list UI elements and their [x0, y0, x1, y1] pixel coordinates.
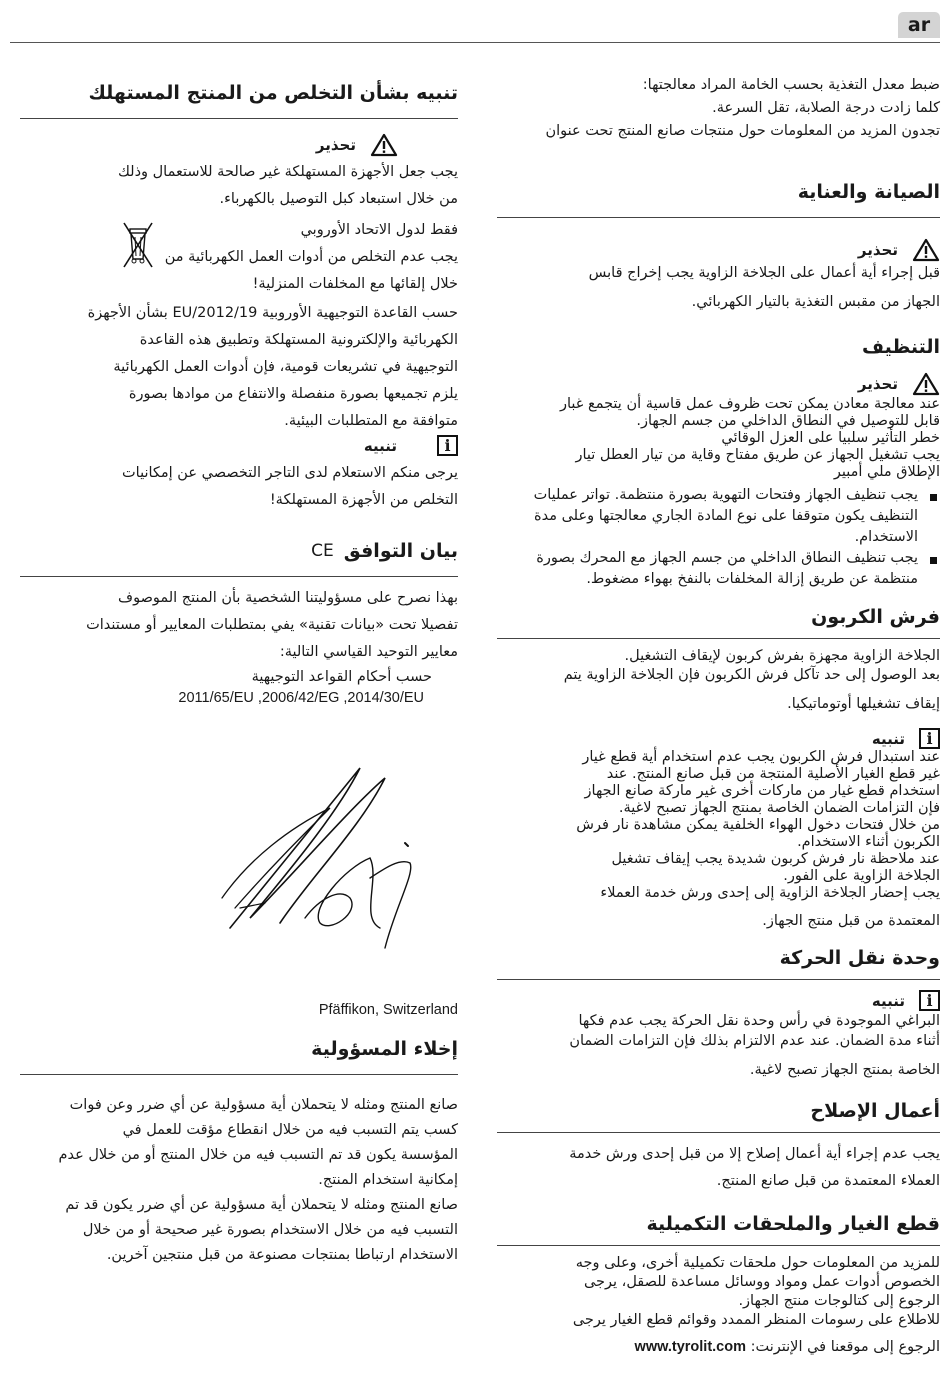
warning-text: عند معالجة معادن يمكن تحت ظروف عمل قاسية أن يتجمع غبار	[559, 396, 940, 412]
note-text: الكربون أثناء الاستخدام.	[797, 834, 940, 850]
note-text: التخلص من الأجهزة المستهلكة!	[269, 492, 458, 508]
intro-line: تجدون المزيد من المعلومات حول منتجات صانع المنتج تحت عنوان	[545, 123, 940, 139]
info-box-icon: i	[919, 728, 940, 749]
note-text: البراغي الموجودة في رأس وحدة نقل الحركة يجب عدم فكها	[578, 1013, 940, 1029]
eu-text: خلال إلقائها مع المخلفات المنزلية!	[252, 276, 458, 292]
section-divider	[497, 217, 940, 218]
directive-text: حسب القاعدة التوجيهية الأوروبية 2012/19/EU بشأن الأجهزة	[87, 305, 458, 321]
note-label: تنبيه	[871, 991, 905, 1010]
disposal-title: تنبيه بشأن التخلص من المنتج المستهلك	[88, 82, 458, 104]
note-text: غير قطع الغيار الأصلية المنتجة من قبل صانع المنتج. عند	[606, 766, 940, 782]
conformity-text: بهذا نصرح على مسؤوليتنا الشخصية بأن المنتج الموصوف	[118, 590, 458, 606]
directive-text: التوجيهية في تشريعات قومية، فإن أدوات العمل الكهربائية	[113, 359, 458, 375]
info-box-icon: i	[919, 990, 940, 1011]
gear-head-title: وحدة نقل الحركة	[779, 947, 940, 969]
warning-text: خطر التأثير سلبيا على العزل الوقائي	[721, 430, 940, 446]
note-text: عند استبدال فرش الكربون يجب عدم استخدام أية قطع غيار	[582, 749, 940, 765]
section-divider	[497, 1245, 940, 1246]
note-text: من خلال فتحات دخول الهواء الخلفية يمكن مشاهدة نار فرش	[576, 817, 940, 833]
note-text: الخاصة بمنتج الجهاز تصبح لاغية.	[749, 1062, 940, 1078]
warning-label: تحذير	[857, 241, 898, 259]
liability-text: صانع المنتج ومثله لا يتحملان أية مسؤولية عن أي ضرر يكون قد تم	[65, 1197, 458, 1213]
liability-text: التسبب فيه من خلال الاستخدام بصورة غير صحيحة أو من خلال	[82, 1222, 458, 1238]
liability-text: المؤسسة يكون قد تم التسبب فيه من خلال المنتج أو من خلال عدم	[58, 1147, 458, 1163]
conformity-text: معايير التوحيد القياسي التالية:	[279, 644, 458, 660]
language-tab: ar	[898, 12, 940, 38]
note-text: يرجى منكم الاستعلام لدى التاجر التخصصي عن إمكانيات	[122, 465, 458, 481]
conformity-title: بيان التوافق	[343, 540, 458, 562]
note-text: فإن التزامات الضمان الخاصة بمنتج الجهاز تصبح لاغية.	[618, 800, 940, 816]
section-divider	[497, 979, 940, 980]
warning-label: تحذير	[857, 375, 898, 393]
cleaning-title: التنظيف	[861, 336, 940, 358]
note-text: عند ملاحظة نار فرش كربون شديدة يجب إيقاف تشغيل	[611, 851, 940, 867]
warning-text: من خلال استبعاد كبل التوصيل بالكهرباء.	[219, 191, 458, 207]
disposal-note	[20, 435, 458, 456]
note-text: استخدام قطع غيار من ماركات أخرى غير ماركة صانع الجهاز	[584, 783, 940, 799]
ce-mark: CE	[311, 541, 334, 561]
directive-text: يلزم تجميعها بصورة منفصلة والانتفاع من موادها بصورة	[128, 386, 458, 402]
note-text: يجب إحضار الجلاخة الزاوية إلى إحدى ورش خدمة العملاء	[600, 885, 940, 901]
cleaning-list	[497, 485, 940, 590]
signature	[210, 748, 440, 958]
section-divider	[20, 118, 458, 119]
liability-text: صانع المنتج ومثله لا يتحملان أية مسؤولية عن أي ضرر وعن فوات	[69, 1097, 458, 1113]
liability-text: كسب يتم التسبب فيه من خلال انقطاع مؤقت للعمل في	[122, 1122, 458, 1138]
conformity-text: تفصيلا تحت «بيانات تقنية» يفي بمتطلبات المعايير أو مستندات	[86, 617, 458, 633]
section-divider	[497, 638, 940, 639]
right-column	[497, 74, 940, 1359]
place-of-signature: Pfäffikon, Switzerland	[318, 1002, 458, 1018]
list-item: يجب تنظيف النطاق الداخلي من جسم الجهاز مع المحرك بصورة منتظمة عن طريق إزالة المخلفات بالنفخ بهواء مضغوط.	[497, 548, 940, 590]
info-box-icon: i	[437, 435, 458, 456]
body-text: للاطلاع على رسومات المنظر الممدد وقوائم قطع الغيار يرجى	[572, 1312, 940, 1328]
body-text: الخصوص أدوات عمل ومواد ووسائل مساعدة للصقل، يرجى	[583, 1274, 940, 1290]
conformity-heading	[20, 540, 458, 562]
carbon-note	[497, 728, 940, 749]
warning-text: يجب جعل الأجهزة المستهلكة غير صالحة للاستعمال وذلك	[117, 164, 458, 180]
note-text: المعتمدة من قبل منتج الجهاز.	[762, 913, 940, 929]
directive-text: متوافقة مع المتطلبات البيئية.	[284, 413, 458, 429]
intro-line: كلما زادت درجة الصلابة، تقل السرعة.	[712, 100, 940, 116]
liability-text: إمكانية استخدام المنتج.	[318, 1172, 458, 1188]
gear-note	[497, 990, 940, 1011]
section-divider	[20, 576, 458, 577]
signature-area	[20, 708, 458, 1000]
warning-text: الجهاز من مقبس التغذية بالتيار الكهربائي.	[691, 294, 940, 310]
section-divider	[20, 1074, 458, 1075]
eu-disposal-block	[20, 217, 458, 298]
spares-title: قطع الغيار والملحقات التكميلية	[646, 1213, 940, 1235]
warning-triangle-icon	[912, 372, 940, 396]
section-divider	[497, 1132, 940, 1133]
body-text: يجب عدم إجراء أية أعمال إصلاح إلا من قبل إحدى ورش خدمة	[569, 1146, 940, 1162]
website-link[interactable]: www.tyrolit.com	[634, 1339, 746, 1355]
note-label: تنبيه	[871, 729, 905, 748]
note-text: الجلاخة الزاوية على الفور.	[783, 868, 940, 884]
list-item: يجب تنظيف الجهاز وفتحات التهوية بصورة منتظمة. تواتر عمليات التنظيف يكون متوقفا على نوع المادة الجاري معالجتها وعلى مدة الاستخدام.	[497, 485, 940, 548]
warning-triangle-icon	[912, 238, 940, 262]
intro-line: ضبط معدل التغذية بحسب الخامة المراد معالجتها:	[642, 77, 940, 93]
website-line	[497, 1336, 940, 1359]
header-rule	[10, 42, 940, 43]
body-text: إيقاف تشغيلها أوتوماتيكيا.	[787, 696, 940, 712]
crossed-bin-icon	[121, 217, 155, 273]
liability-text: الاستخدام ارتباطا بمنتجات مصنوعة من قبل منتجين آخرين.	[106, 1247, 458, 1263]
body-text: الجلاخة الزاوية مجهزة بفرش كربون لإيقاف التشغيل.	[624, 648, 940, 664]
note-label: تنبيه	[363, 436, 397, 455]
eu-text: يجب عدم التخلص من أدوات العمل الكهربائية من	[164, 249, 458, 265]
warning-label: تحذير	[315, 136, 356, 154]
carbon-brushes-title: فرش الكربون	[811, 606, 940, 628]
body-text: العملاء المعتمدة من قبل صانع المنتج.	[716, 1173, 940, 1189]
disposal-warning	[20, 133, 398, 157]
warning-text: يجب تشغيل الجهاز عن طريق مفتاح وقاية من تيار العطل تيار	[575, 447, 940, 463]
warning-text: قبل إجراء أية أعمال على الجلاخة الزاوية يجب إخراج قابس	[588, 265, 940, 281]
website-prefix: الرجوع إلى موقعنا في الإنترنت:	[750, 1339, 940, 1355]
cleaning-warning	[497, 372, 940, 396]
maintenance-title: الصيانة والعناية	[797, 181, 940, 203]
warning-text: الإطلاق ملي أمبير	[833, 464, 940, 480]
note-text: أثناء مدة الضمان. عند عدم الالتزام بذلك فإن التزامات الضمان	[569, 1033, 940, 1049]
directive-list: 2011/65/EU ,2006/42/EG ,2014/30/EU	[178, 690, 424, 706]
warning-text: قابل للتوصيل في النطاق الداخلي من جسم الجهاز.	[636, 413, 940, 429]
eu-text: فقط لدول الاتحاد الأوروبي	[300, 222, 458, 238]
directive-text: الكهربائية والإلكترونية المستهلكة وتطبيق هذه القاعدة	[139, 332, 458, 348]
body-text: للمزيد من المعلومات حول ملحقات تكميلية أخرى، وعلى وجه	[575, 1255, 940, 1271]
left-column	[20, 82, 458, 1268]
body-text: بعد الوصول إلى حد تآكل فرش الكربون فإن الجلاخة الزاوية يتم	[563, 667, 940, 683]
body-text: الرجوع إلى كتالوجات منتج الجهاز.	[738, 1293, 940, 1309]
warning-triangle-icon	[370, 133, 398, 157]
liability-title: إخلاء المسؤولية	[311, 1038, 458, 1060]
maintenance-warning	[497, 238, 940, 262]
conformity-text: حسب أحكام القواعد التوجيهية	[251, 669, 432, 685]
repairs-title: أعمال الإصلاح	[810, 1100, 940, 1122]
